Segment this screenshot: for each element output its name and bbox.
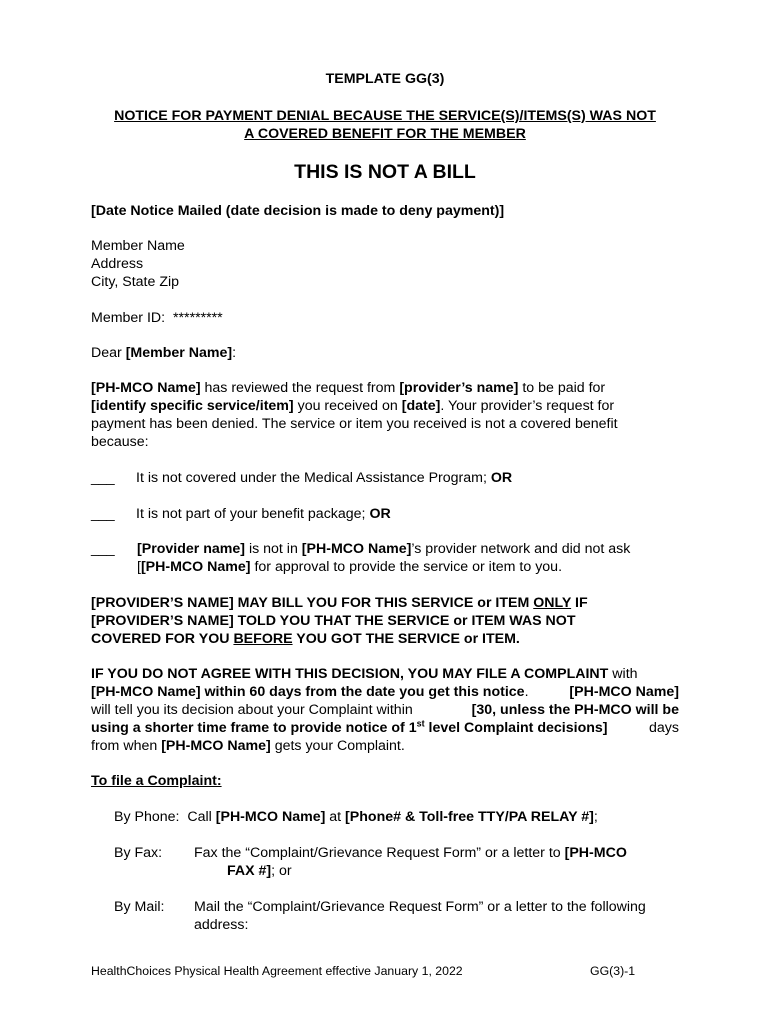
phone-text-1: Call [187,809,216,825]
reason-1-or: OR [490,470,513,486]
reason-3-provider: [Provider name] [137,541,246,557]
member-id-label: Member ID: [91,310,166,326]
date-placeholder: [Date Notice Mailed (date decision is made to deny payment)] [91,203,505,219]
review-text-1: has reviewed the request from [200,380,400,396]
review-line-1 [91,379,605,397]
complaint-text-2: . [524,684,529,700]
salutation [91,344,236,362]
fax-label: By Fax: [114,845,163,861]
notice-title-line-2: A COVERED BENEFIT FOR THE MEMBER [244,126,526,142]
provider-bill-text-1: [PROVIDER’S NAME] MAY BILL YOU FOR THIS SERVICE or ITEM [91,595,534,611]
mail-line-1: Mail the “Complaint/Grievance Request Form” or a letter to the following [194,899,646,915]
complaint-line-3 [91,701,679,719]
footer-agreement: HealthChoices Physical Health Agreement effective January 1, 2022 [91,964,463,978]
member-id-value: ********* [173,310,223,326]
review-line-3: payment has been denied. The service or item you received is not a covered benefit [91,416,618,432]
to-file-heading: To file a Complaint: [91,773,222,789]
complaint-heading-text: IF YOU DO NOT AGREE WITH THIS DECISION, YOU MAY FILE A COMPLAINT [91,666,609,682]
review-line-4: because: [91,434,149,450]
phone-text-3: ; [593,809,598,825]
fax-text-1: Fax the “Complaint/Grievance Request Form” or a letter to [194,845,565,861]
review-provider-name: [provider’s name] [399,380,519,396]
reason-3-text-3: for approval to provide the service or item to you. [250,559,563,575]
provider-bill-text-3: COVERED FOR YOU [91,631,234,647]
complaint-timeframe: [30, unless the PH-MCO will be [471,702,679,718]
complaint-deadline: [PH-MCO Name] within 60 days from the date you get this notice [91,684,525,700]
reason-2-text: It is not part of your benefit package; [136,506,370,522]
review-date: [date] [401,398,441,414]
complaint-line-1 [91,665,679,683]
reason-2-or: OR [369,506,391,522]
reason-3-bracket: [ [137,559,141,575]
complaint-level-decisions: level Complaint decisions] [424,720,608,736]
review-text-2: to be paid for [518,380,606,396]
phone-label: By Phone: [114,809,180,825]
review-line-2 [91,397,614,415]
main-title: THIS IS NOT A BILL [294,161,476,183]
reason-3-mco: [PH-MCO Name] [301,541,412,557]
reason-2 [136,505,391,523]
complaint-shorter-frame: using a shorter time frame to provide notice of 1 [91,720,417,736]
complaint-days: days [649,720,679,736]
address-name: Member Name [91,238,185,254]
provider-bill-before: BEFORE [233,631,293,647]
reason-2-blank: ___ [91,506,115,522]
provider-bill-line-2: [PROVIDER’S NAME] TOLD YOU THAT THE SERVICE or ITEM WAS NOT [91,613,576,629]
phone-number-placeholder: [Phone# & Toll-free TTY/PA RELAY #] [345,809,594,825]
complaint-line-4 [91,719,679,737]
complaint-mco-name-2: [PH-MCO Name] [161,738,271,754]
provider-bill-text-2: IF [571,595,588,611]
fax-line-2 [227,862,292,880]
complaint-mco-name: [PH-MCO Name] [569,684,679,700]
notice-title-line-1: NOTICE FOR PAYMENT DENIAL BECAUSE THE SERVICE(S)/ITEMS(S) WAS NOT [114,108,656,124]
complaint-line-2 [91,683,679,701]
provider-bill-only: ONLY [533,595,572,611]
provider-bill-line-3 [91,630,520,648]
address-city: City, State Zip [91,274,180,290]
provider-bill-line-1 [91,594,588,612]
reason-3-mco-2: [PH-MCO Name] [140,559,251,575]
phone-line [114,808,598,826]
complaint-text-5: gets your Complaint. [270,738,405,754]
complaint-line-5 [91,737,405,755]
member-id [91,309,223,327]
complaint-text-1: with [608,666,638,682]
salutation-suffix: : [232,345,237,361]
complaint-superscript: st [416,718,425,729]
phone-mco-name: [PH-MCO Name] [215,809,326,825]
fax-line-1 [194,844,627,862]
reason-3-line-1 [137,540,630,558]
address-street: Address [91,256,144,272]
reason-1-text: It is not covered under the Medical Assistance Program; [136,470,491,486]
review-mco-name: [PH-MCO Name] [91,380,201,396]
complaint-text-4: from when [91,738,162,754]
footer-page-number: GG(3)-1 [590,964,636,978]
phone-text-2: at [325,809,346,825]
reason-1-blank: ___ [91,470,115,486]
provider-bill-text-4: YOU GOT THE SERVICE or ITEM. [292,631,520,647]
fax-mco: [PH-MCO [564,845,627,861]
fax-number-placeholder: FAX #] [227,863,272,879]
reason-1 [136,469,512,487]
salutation-prefix: Dear [91,345,126,361]
template-label: TEMPLATE GG(3) [325,71,445,87]
mail-label: By Mail: [114,899,165,915]
mail-line-2: address: [194,917,249,933]
complaint-text-3: will tell you its decision about your Complaint within [91,702,413,718]
fax-text-2: ; or [271,863,292,879]
review-text-3: you received on [293,398,402,414]
reason-3-blank: ___ [91,541,115,557]
reason-3-text-1: is not in [245,541,302,557]
salutation-name: [Member Name] [125,345,233,361]
reason-3-line-2 [137,558,562,576]
review-service-item: [identify specific service/item] [91,398,294,414]
review-text-4: . Your provider’s request for [440,398,615,414]
reason-3-text-2: ’s provider network and did not ask [411,541,631,557]
